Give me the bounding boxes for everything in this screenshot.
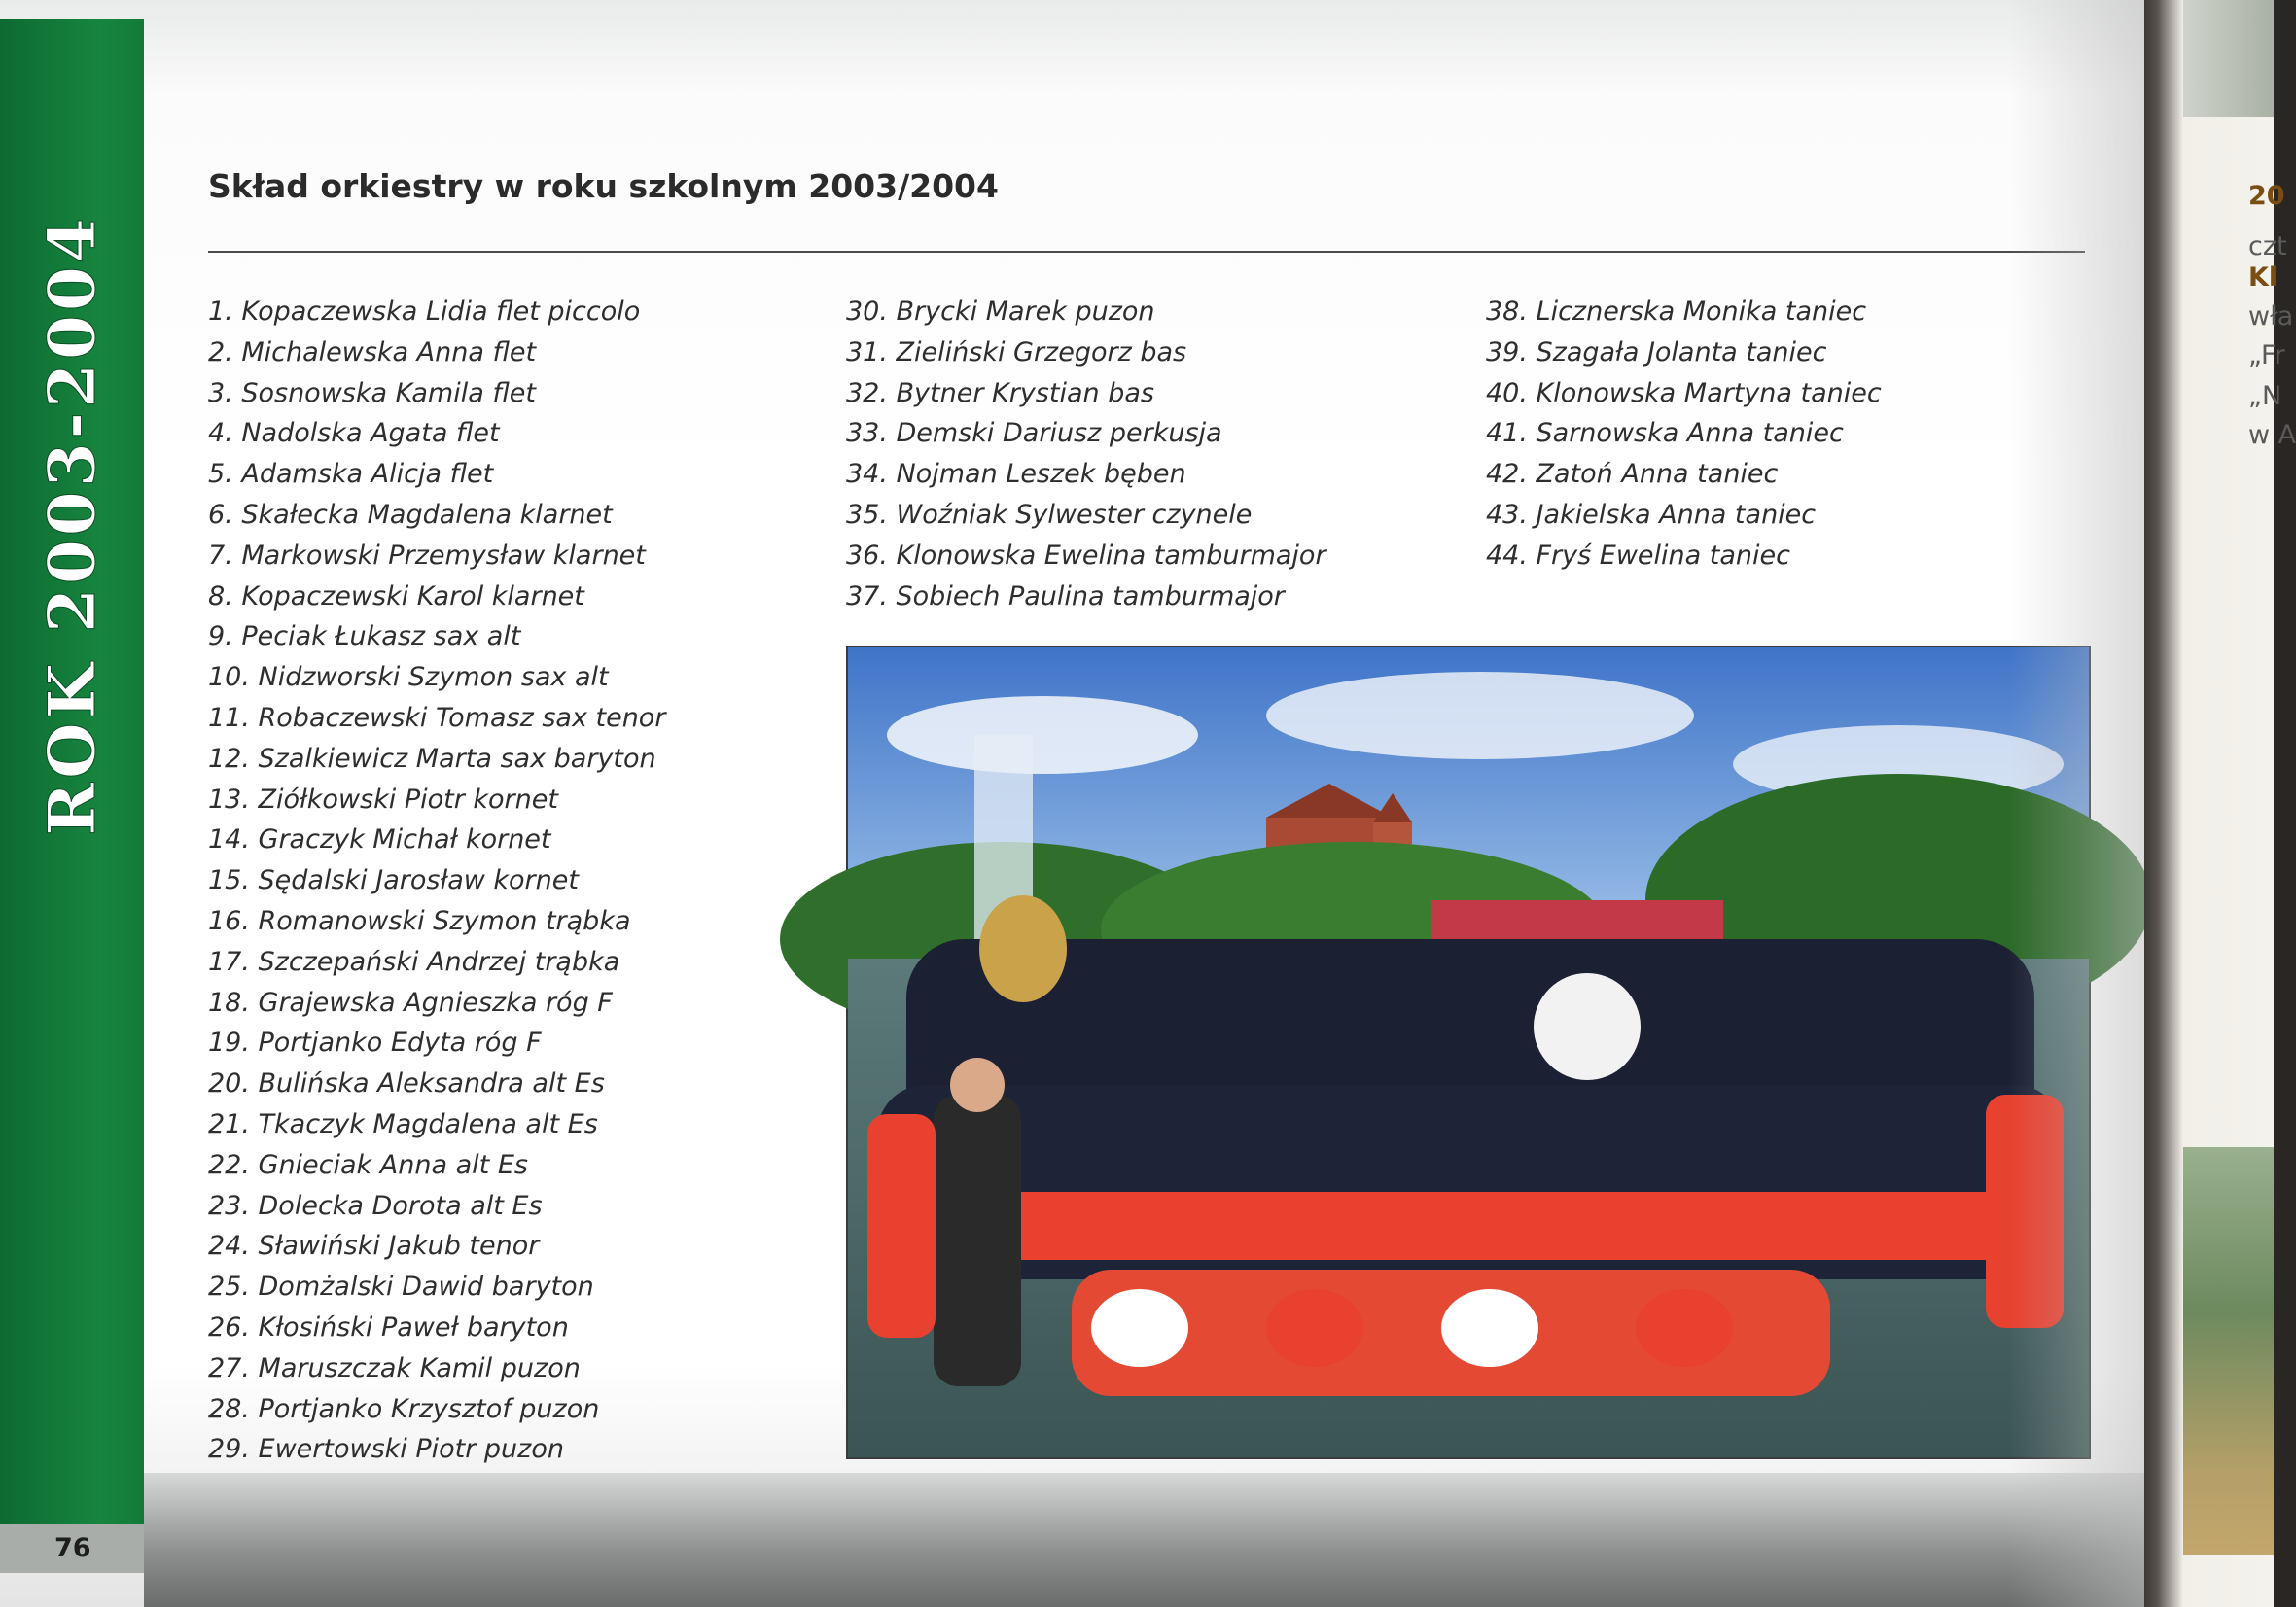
roster-entry: 29. Ewertowski Piotr puzon bbox=[208, 1434, 564, 1465]
next-page-art-top bbox=[2183, 0, 2274, 117]
roster-entry: 38. Licznerska Monika taniec bbox=[1486, 297, 1867, 327]
roster-entry: 33. Demski Dariusz perkusja bbox=[846, 418, 1222, 449]
roster-entry: 20. Bulińska Aleksandra alt Es bbox=[208, 1068, 605, 1100]
page-number: 76 bbox=[0, 1524, 144, 1573]
roster-entry: 15. Sędalski Jarosław kornet bbox=[208, 865, 579, 896]
roster-entry: 36. Klonowska Ewelina tamburmajor bbox=[846, 540, 1326, 571]
next-page-text-fragment: „Fr bbox=[2248, 340, 2285, 370]
roster-entry: 22. Gnieciak Anna alt Es bbox=[208, 1149, 528, 1180]
roster-entry: 43. Jakielska Anna taniec bbox=[1486, 499, 1817, 530]
roster-entry: 23. Dolecka Dorota alt Es bbox=[208, 1190, 543, 1221]
roster-entry: 16. Romanowski Szymon trąbka bbox=[208, 905, 631, 936]
roster-entry: 34. Nojman Leszek bęben bbox=[846, 459, 1186, 490]
next-page-text-fragment: wła bbox=[2248, 301, 2294, 332]
drum-major-right bbox=[1986, 1095, 2064, 1328]
roster-entry: 5. Adamska Alicja flet bbox=[208, 459, 494, 490]
next-page-art-bottom bbox=[2183, 1147, 2274, 1555]
title-divider bbox=[208, 251, 2085, 253]
roster-entry: 37. Sobiech Paulina tamburmajor bbox=[846, 580, 1285, 611]
next-page-text-fragment: 20 bbox=[2248, 181, 2285, 211]
roster-entry: 39. Szagała Jolanta taniec bbox=[1486, 336, 1827, 367]
conductor bbox=[934, 1095, 1021, 1386]
roster-column-3 bbox=[1486, 292, 1882, 576]
roster-entry: 10. Nidzworski Szymon sax alt bbox=[208, 662, 609, 693]
roster-entry: 1. Kopaczewska Lidia flet piccolo bbox=[208, 297, 641, 327]
orchestra-group-photo bbox=[846, 646, 2091, 1459]
roster-entry: 27. Maruszczak Kamil puzon bbox=[208, 1352, 581, 1383]
red-skirts-row bbox=[906, 1192, 2064, 1260]
roster-entry: 2. Michalewska Anna flet bbox=[208, 336, 537, 367]
next-page-text-fragment: „N bbox=[2248, 381, 2282, 411]
roster-entry: 6. Skałecka Magdalena klarnet bbox=[208, 499, 613, 530]
sousaphone bbox=[979, 895, 1067, 1002]
roster-entry: 24. Sławiński Jakub tenor bbox=[208, 1231, 540, 1262]
roster-entry: 41. Sarnowska Anna taniec bbox=[1486, 418, 1844, 449]
roster-entry: 31. Zieliński Grzegorz bas bbox=[846, 336, 1187, 367]
roster-column-2 bbox=[846, 292, 1326, 616]
roster-column-1 bbox=[208, 292, 665, 1470]
roster-entry: 35. Woźniak Sylwester czynele bbox=[846, 499, 1253, 530]
roster-entry: 19. Portjanko Edyta róg F bbox=[208, 1028, 542, 1059]
roster-entry: 26. Kłosiński Paweł baryton bbox=[208, 1311, 569, 1343]
roster-entry: 17. Szczepański Andrzej trąbka bbox=[208, 946, 620, 977]
green-spine-band bbox=[0, 19, 144, 1536]
next-page-text-fragment: w A bbox=[2248, 420, 2296, 450]
roster-entry: 3. Sosnowska Kamila flet bbox=[208, 377, 536, 408]
roster-entry: 42. Zatoń Anna taniec bbox=[1486, 459, 1779, 490]
roster-entry: 44. Fryś Ewelina taniec bbox=[1486, 540, 1790, 571]
roster-entry: 40. Klonowska Martyna taniec bbox=[1486, 377, 1882, 408]
roster-entry: 11. Robaczewski Tomasz sax tenor bbox=[208, 702, 666, 733]
roster-entry: 30. Brycki Marek puzon bbox=[846, 297, 1155, 327]
roster-entry: 21. Tkaczyk Magdalena alt Es bbox=[208, 1108, 598, 1139]
roster-entry: 18. Grajewska Agnieszka róg F bbox=[208, 987, 613, 1018]
roster-entry: 4. Nadolska Agata flet bbox=[208, 418, 500, 449]
roster-entry: 28. Portjanko Krzysztof puzon bbox=[208, 1393, 600, 1424]
drum-major-left bbox=[867, 1114, 936, 1338]
roster-entry: 7. Markowski Przemysław klarnet bbox=[208, 540, 646, 571]
roster-entry: 8. Kopaczewski Karol klarnet bbox=[208, 580, 584, 611]
roster-entry: 13. Ziółkowski Piotr kornet bbox=[208, 784, 558, 815]
roster-entry: 14. Graczyk Michał kornet bbox=[208, 824, 551, 856]
bottom-photo-strip bbox=[144, 1473, 2144, 1607]
roster-entry: 25. Domżalski Dawid baryton bbox=[208, 1272, 594, 1303]
page-title: Skład orkiestry w roku szkolnym 2003/2004 bbox=[208, 167, 999, 205]
spine-year-title: ROK 2003-2004 bbox=[34, 214, 110, 836]
next-page-text-fragment: czt bbox=[2248, 231, 2287, 262]
roster-entry: 32. Bytner Krystian bas bbox=[846, 377, 1154, 408]
roster-entry: 12. Szalkiewicz Marta sax baryton bbox=[208, 743, 656, 774]
bass-drum bbox=[1534, 973, 1641, 1080]
next-page-text-fragment: Kl bbox=[2248, 262, 2278, 293]
roster-entry: 9. Peciak Łukasz sax alt bbox=[208, 621, 521, 652]
